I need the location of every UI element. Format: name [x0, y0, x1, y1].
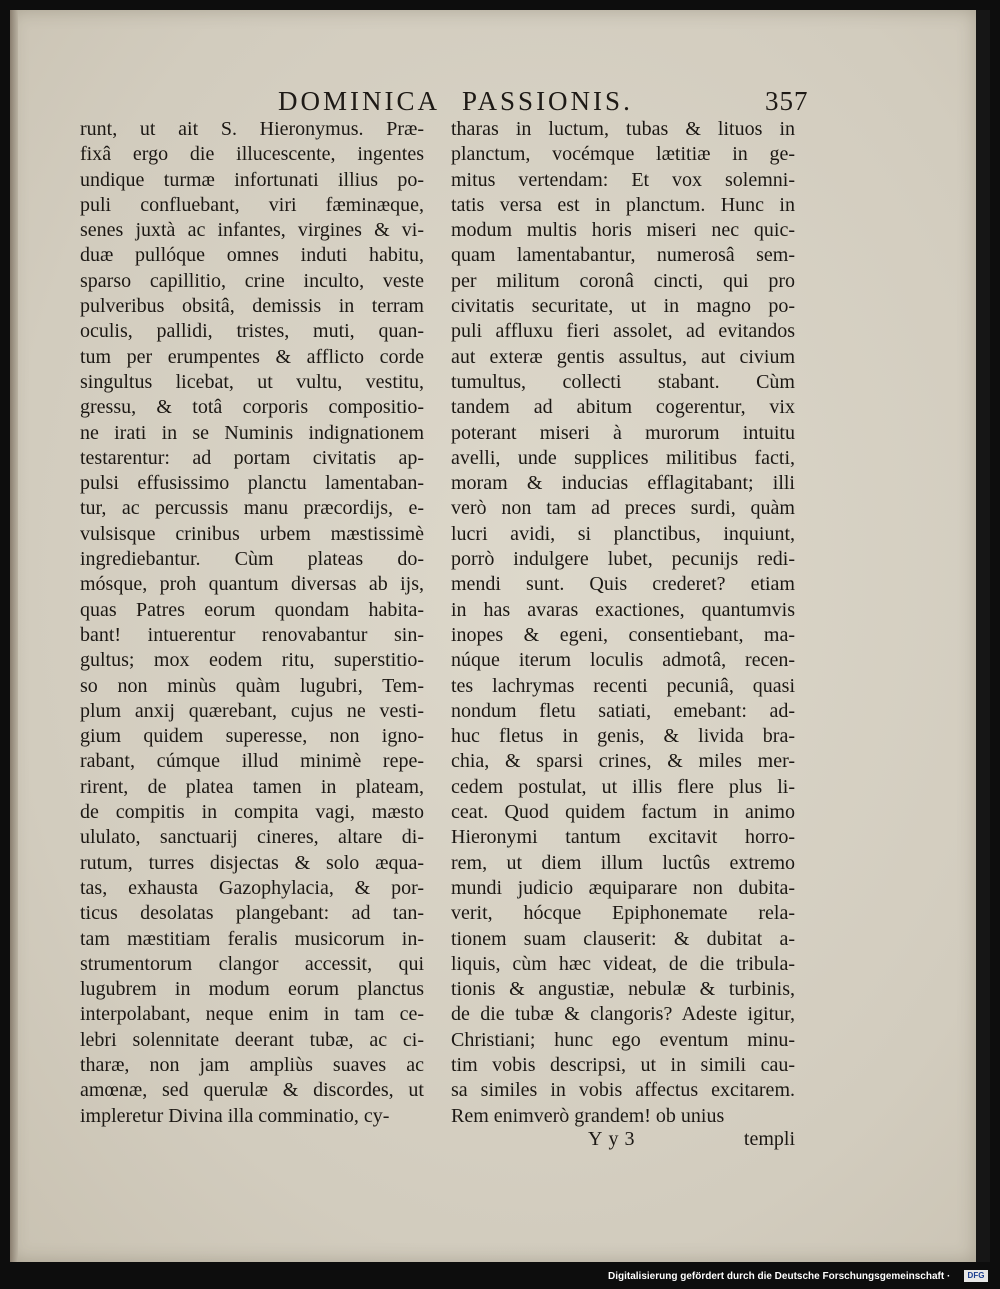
text-line: rirent, de platea tamen in plateam,: [80, 775, 424, 798]
text-line: de compitis in compita vagi, mæsto: [80, 801, 424, 824]
text-line: liquis, cùm hæc videat, de die tribula-: [451, 952, 795, 975]
page-gutter-shadow: [10, 10, 18, 1262]
text-line: amœnæ, sed querulæ & discordes, ut: [80, 1079, 424, 1102]
text-line: Christiani; hunc ego eventum minu-: [451, 1028, 795, 1051]
text-line: Hieronymi tantum excitavit horro-: [451, 826, 795, 849]
text-line: cedem postulat, ut illis flere plus li-: [451, 775, 795, 798]
text-line: interpolabant, neque enim in tam ce-: [80, 1003, 424, 1026]
text-line: tumultus, collecti stabant. Cùm: [451, 370, 795, 393]
text-line: ne irati in se Numinis indignationem: [80, 421, 424, 444]
text-line: strumentorum clangor accessit, qui: [80, 952, 424, 975]
signature-mark: Yy3: [588, 1128, 641, 1150]
text-line: impleretur Divina illa comminatio, cy-: [80, 1104, 390, 1127]
text-line: mitus vertendam: Et vox solemni-: [451, 168, 795, 191]
text-line: poterant miseri à murorum intuitu: [451, 421, 795, 444]
text-line: sparso capillitio, crine inculto, veste: [80, 269, 424, 292]
text-line: rem, ut diem illum luctûs extremo: [451, 851, 795, 874]
text-line: rutum, turres disjectas & solo æqua-: [80, 851, 424, 874]
page-number: 357: [765, 86, 809, 116]
text-line: inopes & egeni, consentiebant, ma-: [451, 623, 795, 646]
text-line: tionis & angustiæ, nebulæ & turbinis,: [451, 978, 795, 1001]
text-line: ingrediebantur. Cùm plateas do-: [80, 548, 424, 571]
text-line: gultus; mox eodem ritu, superstitio-: [80, 649, 424, 672]
text-line: fixâ ergo die illucescente, ingentes: [80, 143, 424, 166]
text-line: civitatis securitate, ut in magno po-: [451, 295, 795, 318]
text-line: lebri solennitate deerant tubæ, ac ci-: [80, 1028, 424, 1051]
text-line: tum per erumpentes & afflicto corde: [80, 345, 424, 368]
text-line: modum multis horis miseri nec quic-: [451, 219, 795, 242]
text-line: pulveribus obsitâ, demissis in terram: [80, 295, 424, 318]
running-head-right: PASSIONIS.: [462, 86, 633, 116]
text-line: núque iterum loculis admotâ, recen-: [451, 649, 795, 672]
text-line: in has avaras exactiones, quantumvis: [451, 598, 795, 621]
page-footer: [451, 1128, 795, 1154]
text-line: tharas in luctum, tubas & lituos in: [451, 118, 795, 140]
text-line: gium quidem superesse, non igno-: [80, 725, 424, 748]
text-line: verò non tam ad preces surdi, quàm: [451, 497, 795, 520]
text-line: vulsisque crinibus urbem mæstissimè: [80, 522, 424, 545]
running-head-left: DOMINICA: [278, 86, 440, 116]
text-line: planctum, vocémque lætitiæ in ge-: [451, 143, 795, 166]
text-line: gressu, & totâ corporis compositio-: [80, 396, 424, 419]
text-line: undique turmæ infortunati illius po-: [80, 168, 424, 191]
text-line: huc fletus in genis, & livida bra-: [451, 725, 795, 748]
text-line: tim vobis descripsi, ut in simili cau-: [451, 1053, 795, 1076]
text-line: porrò indulgere lubet, pecunijs redi-: [451, 548, 795, 571]
text-line: tandem ad abitum cogerentur, vix: [451, 396, 795, 419]
text-line: lugubrem in modum eorum planctus: [80, 978, 424, 1001]
text-line: mundi judicio æquiparare non dubita-: [451, 876, 795, 899]
text-line: puli confluebant, viri fæminæque,: [80, 193, 424, 216]
text-line: singultus licebat, ut vultu, vestitu,: [80, 370, 424, 393]
text-line: tur, ac percussis manu præcordijs, e-: [80, 497, 424, 520]
text-line: ceat. Quod quidem factum in animo: [451, 801, 795, 824]
text-line: sa similes in vobis affectus excitarem.: [451, 1079, 795, 1102]
page-edge: [976, 10, 990, 1262]
text-line: quam lamentabantur, numerosâ sem-: [451, 244, 795, 267]
text-line: plum anxij quærebant, cujus ne vesti-: [80, 699, 424, 722]
text-line: bant! intuerentur renovabantur sin-: [80, 623, 424, 646]
catchword: templi: [743, 1128, 795, 1150]
text-line: mósque, proh quantum diversas ab ijs,: [80, 573, 424, 596]
dfg-logo: DFG: [964, 1270, 988, 1282]
text-column-right: [451, 117, 795, 1129]
text-line: quas Patres eorum quondam habita-: [80, 598, 424, 621]
text-line: lucri avidi, si planctibus, inquiunt,: [451, 522, 795, 545]
text-line: tas, exhausta Gazophylacia, & por-: [80, 876, 424, 899]
text-line: runt, ut ait S. Hieronymus. Præ-: [80, 118, 424, 140]
text-line: puli affluxu fieri assolet, ad evitandos: [451, 320, 795, 343]
text-line: avelli, unde supplices militibus facti,: [451, 446, 795, 469]
text-line: tatis versa est in planctum. Hunc in: [451, 193, 795, 216]
text-line: senes juxtà ac infantes, virgines & vi-: [80, 219, 424, 242]
text-line: nondum fletu satiati, emebant: ad-: [451, 699, 795, 722]
text-line: ticus desolatas plangebant: ad tan-: [80, 902, 424, 925]
text-line: tes lachrymas recenti pecuniâ, quasi: [451, 674, 795, 697]
text-line: mendi sunt. Quis crederet? etiam: [451, 573, 795, 596]
text-line: verit, hócque Epiphonemate rela-: [451, 902, 795, 925]
text-line: chia, & sparsi crines, & miles mer-: [451, 750, 795, 773]
text-line: tionem suam clauserit: & dubitat a-: [451, 927, 795, 950]
text-line: de die tubæ & clangoris? Adeste igitur,: [451, 1003, 795, 1026]
text-line: testarentur: ad portam civitatis ap-: [80, 446, 424, 469]
text-line: per militum coronâ cincti, qui pro: [451, 269, 795, 292]
text-line: tharæ, non jam ampliùs suaves ac: [80, 1053, 424, 1076]
text-line: ululato, sanctuarij cineres, altare di-: [80, 826, 424, 849]
digitization-credit: Digitalisierung gefördert durch die Deutsche Forschungsgemeinschaft ·: [608, 1271, 951, 1282]
text-line: aut exteræ gentis assultus, aut civium: [451, 345, 795, 368]
text-line: duæ pullóque omnes induti habitu,: [80, 244, 424, 267]
text-column-left: [80, 117, 424, 1129]
text-line: oculis, pallidi, tristes, muti, quan-: [80, 320, 424, 343]
text-line: rabant, cúmque illud minimè repe-: [80, 750, 424, 773]
text-line: so non minùs quàm lugubri, Tem-: [80, 674, 424, 697]
text-line: moram & inducias efflagitabant; illi: [451, 472, 795, 495]
text-line: tam mæstitiam feralis musicorum in-: [80, 927, 424, 950]
text-line: pulsi effusissimo planctu lamentaban-: [80, 472, 424, 495]
text-line: Rem enimverò grandem! ob unius: [451, 1104, 725, 1127]
